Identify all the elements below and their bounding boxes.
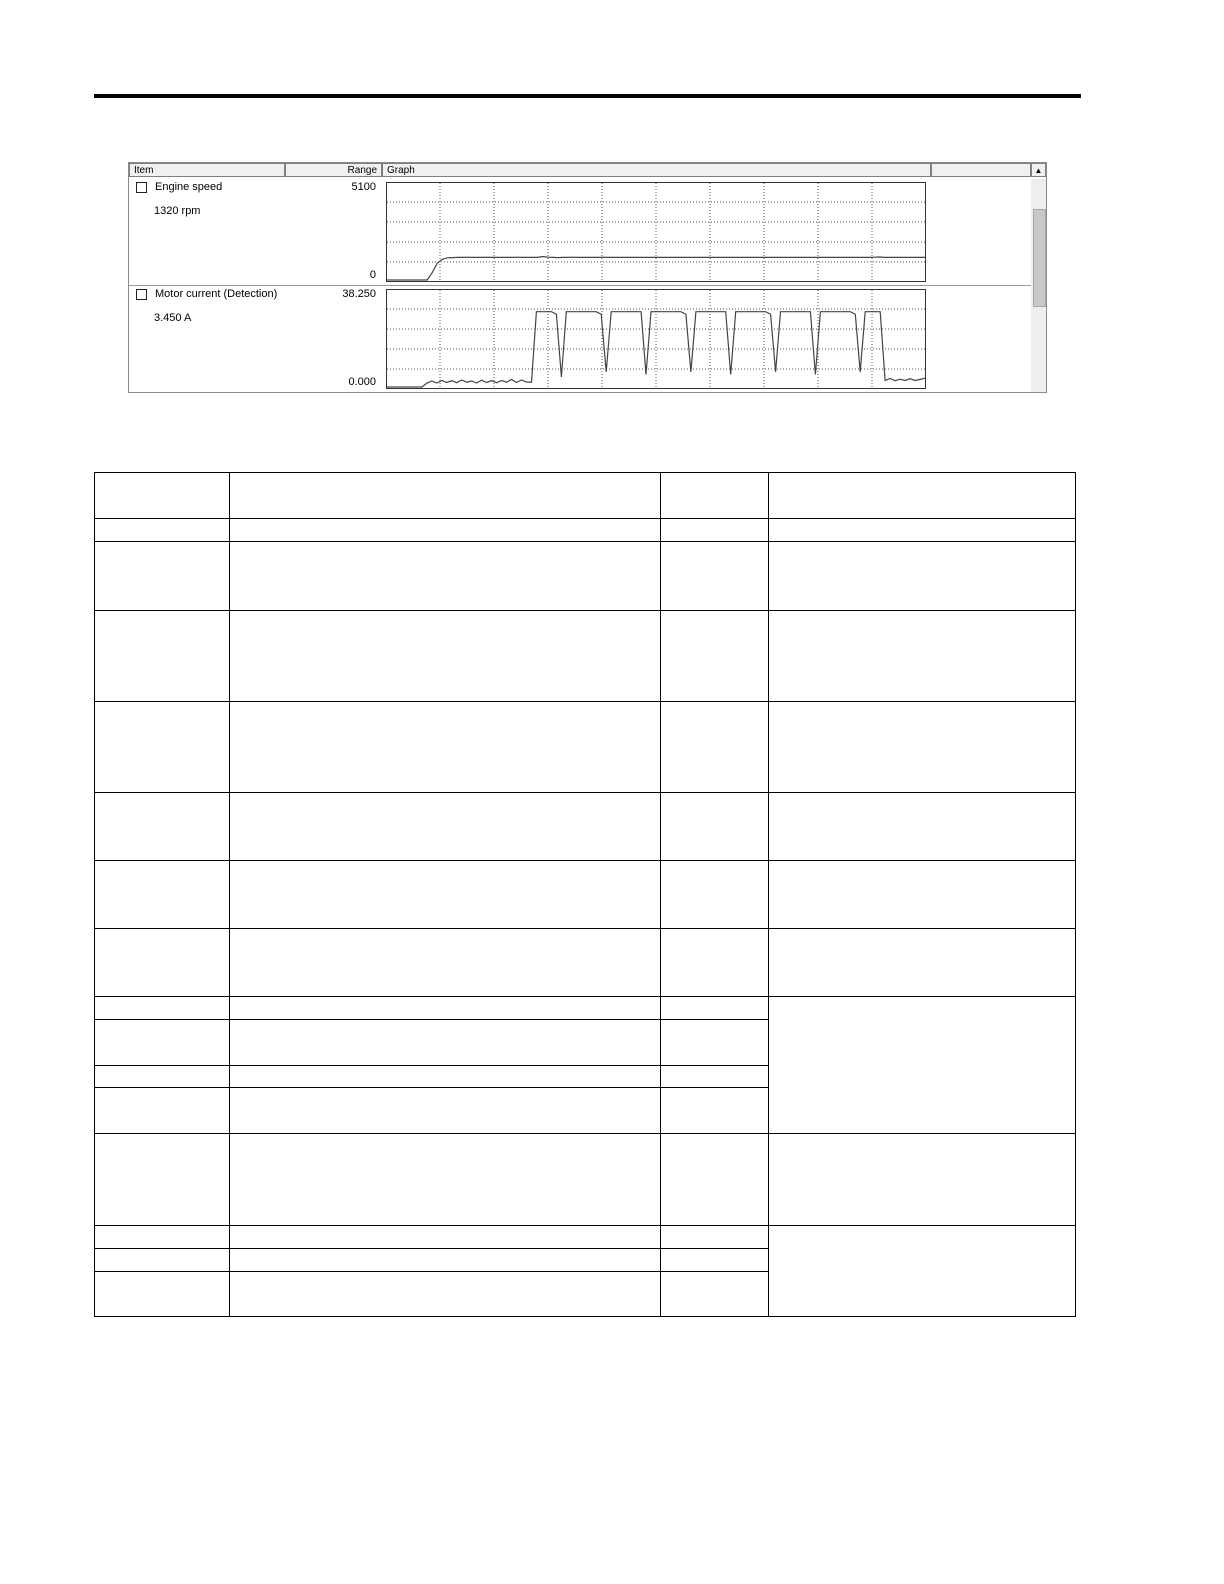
table-cell — [661, 861, 769, 929]
checkbox-motor-current[interactable] — [136, 289, 147, 300]
table-cell — [661, 1066, 769, 1088]
data-monitor-panel — [128, 162, 1047, 393]
table-cell — [230, 1020, 661, 1066]
item-name: Motor current (Detection) — [155, 288, 278, 300]
table-cell — [230, 1066, 661, 1088]
table-cell — [769, 929, 1076, 997]
table-cell — [230, 702, 661, 793]
table-cell — [769, 1226, 1076, 1317]
range-min: 0.000 — [348, 376, 376, 388]
table-row — [95, 929, 1076, 997]
table-row — [95, 702, 1076, 793]
data-table — [94, 472, 1076, 1317]
table-cell — [95, 473, 230, 519]
table-cell — [661, 1272, 769, 1317]
table-cell — [95, 1066, 230, 1088]
table-row — [95, 542, 1076, 611]
vertical-scrollbar[interactable] — [1031, 179, 1046, 392]
table-cell — [661, 929, 769, 997]
table-cell — [769, 519, 1076, 542]
table-cell — [769, 611, 1076, 702]
table-cell — [230, 793, 661, 861]
table-cell — [661, 1020, 769, 1066]
table-cell — [230, 1249, 661, 1272]
table-cell — [769, 793, 1076, 861]
table-cell — [661, 1249, 769, 1272]
table-cell — [230, 519, 661, 542]
table-cell — [769, 542, 1076, 611]
table-cell — [769, 702, 1076, 793]
item-value: 1320 rpm — [154, 205, 201, 217]
table-cell — [95, 1249, 230, 1272]
monitor-row-engine-speed — [129, 179, 1031, 286]
table-cell — [95, 1088, 230, 1134]
column-header-range[interactable]: Range — [285, 163, 382, 177]
table-cell — [95, 1020, 230, 1066]
table-cell — [95, 1134, 230, 1226]
table-cell — [230, 929, 661, 997]
table-row — [95, 861, 1076, 929]
checkbox-engine-speed[interactable] — [136, 182, 147, 193]
table-cell — [769, 861, 1076, 929]
table-cell — [230, 1088, 661, 1134]
table-cell — [95, 929, 230, 997]
table-cell — [661, 997, 769, 1020]
table-cell — [661, 519, 769, 542]
table-cell — [230, 1226, 661, 1249]
table-cell — [661, 1226, 769, 1249]
table-cell — [95, 519, 230, 542]
table-cell — [661, 611, 769, 702]
range-max: 38.250 — [342, 288, 376, 300]
table-header-row — [95, 473, 1076, 519]
table-cell — [230, 611, 661, 702]
table-cell — [769, 473, 1076, 519]
column-header-graph[interactable]: Graph — [382, 163, 931, 177]
table-cell — [95, 793, 230, 861]
table-cell — [661, 1134, 769, 1226]
column-header-empty[interactable] — [931, 163, 1031, 177]
table-cell — [230, 1272, 661, 1317]
table-row — [95, 1226, 1076, 1249]
table-cell — [230, 997, 661, 1020]
table-cell — [95, 861, 230, 929]
range-max: 5100 — [351, 181, 376, 193]
top-rule — [94, 94, 1081, 98]
table-cell — [661, 473, 769, 519]
monitor-row-motor-current — [129, 286, 1031, 392]
table-cell — [661, 542, 769, 611]
table-row — [95, 997, 1076, 1020]
item-value: 3.450 A — [154, 312, 192, 324]
table-cell — [769, 1134, 1076, 1226]
table-cell — [230, 1134, 661, 1226]
table-cell — [661, 1088, 769, 1134]
table-cell — [661, 702, 769, 793]
table-cell — [95, 611, 230, 702]
table-row — [95, 611, 1076, 702]
graph-motor-current — [386, 289, 926, 389]
table-row — [95, 1134, 1076, 1226]
scrollbar-thumb[interactable] — [1033, 209, 1046, 307]
table-row — [95, 519, 1076, 542]
table-cell — [230, 473, 661, 519]
scroll-up-arrow-icon[interactable]: ▲ — [1031, 163, 1046, 177]
table-cell — [769, 997, 1076, 1134]
range-min: 0 — [369, 269, 376, 281]
item-name: Engine speed — [155, 181, 223, 193]
table-cell — [230, 542, 661, 611]
table-row — [95, 793, 1076, 861]
table-cell — [95, 1272, 230, 1317]
table-cell — [95, 542, 230, 611]
monitor-header — [129, 163, 1046, 179]
table-cell — [95, 702, 230, 793]
table-cell — [95, 997, 230, 1020]
column-header-item[interactable]: Item — [129, 163, 285, 177]
table-cell — [661, 793, 769, 861]
graph-engine-speed — [386, 182, 926, 282]
table-cell — [230, 861, 661, 929]
table-cell — [95, 1226, 230, 1249]
